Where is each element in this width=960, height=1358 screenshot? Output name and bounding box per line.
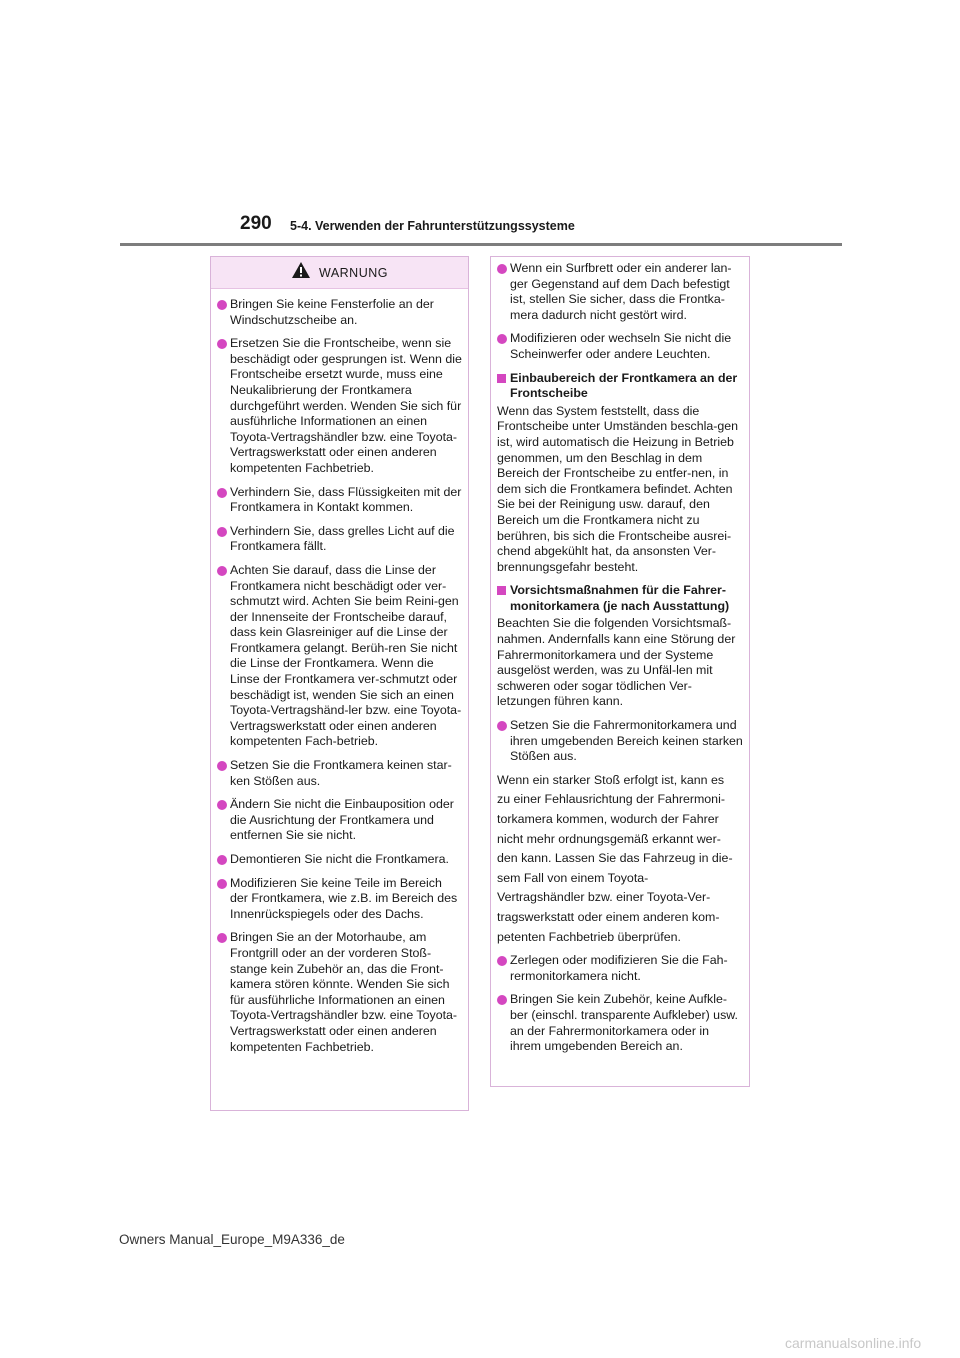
warning-item: Verhindern Sie, dass grelles Licht auf die Frontkamera fällt. (217, 524, 462, 555)
bullet-icon (497, 956, 507, 966)
page-number: 290 (240, 213, 272, 234)
text-line: sem Fall von einem Toyota- (497, 870, 649, 885)
caution-item: Bringen Sie kein Zubehör, keine Aufkle-ber (einschl. transparente Aufkleber) usw. an der Fahrermonitorkamera oder in ihrem umgebenden Bereich an. (497, 992, 743, 1054)
square-bullet-icon (497, 586, 506, 595)
header-divider (120, 243, 842, 246)
section-title: 5-4. Verwenden der Fahrunterstützungssysteme (290, 219, 575, 233)
caution-item: Setzen Sie die Fahrermonitorkamera und ihren umgebenden Bereich keinen starken Stößen aus. (497, 718, 743, 765)
footer-text: Owners Manual_Europe_M9A336_de (119, 1232, 345, 1247)
warning-item: Verhindern Sie, dass Flüssigkeiten mit der Frontkamera in Kontakt kommen. (217, 485, 462, 516)
text-line: Vertragshändler bzw. einer Toyota-Ver- (497, 890, 711, 905)
square-bullet-icon (497, 374, 506, 383)
warning-item: Bringen Sie an der Motorhaube, am Frontgrill oder an der vorderen Stoß-stange kein Zubehör an, das die Front-kamera stören könnte. Wenden Sie sich für ausführliche Informationen an einen Toyota-Vertragshändler bzw. eine Toyota-Vertragswerkstatt oder einen anderen kompetenten Fachbetrieb. (217, 930, 462, 1055)
bullet-icon (217, 933, 227, 943)
continuation-box (490, 256, 750, 1087)
text-line: petenten Fachbetrieb überprüfen. (497, 929, 681, 944)
paragraph: Beachten Sie die folgenden Vorsichtsmaß-nahmen. Andernfalls kann eine Störung der Fahrermonitorkamera und der Systeme ausgelöst werden, was zu Unfäl-len mit schweren oder sogar tödlichen Ver-letzungen führen kann. (497, 616, 736, 709)
bullet-icon (497, 995, 507, 1005)
text-line: den kann. Lassen Sie das Fahrzeug in die- (497, 851, 733, 866)
bullet-icon (497, 721, 507, 731)
text-line: nicht mehr ordnungsgemäß erkannt wer- (497, 831, 721, 846)
caution-item: Modifizieren oder wechseln Sie nicht die Scheinwerfer oder andere Leuchten. (497, 331, 743, 362)
bullet-icon (217, 527, 227, 537)
text-line: Wenn ein starker Stoß erfolgt ist, kann es (497, 772, 725, 787)
warning-item: Modifizieren Sie keine Teile im Bereich der Frontkamera, wie z.B. im Bereich des Innenrückspiegels oder des Dachs. (217, 876, 462, 923)
bullet-icon (217, 879, 227, 889)
warning-item: Demontieren Sie nicht die Frontkamera. (217, 852, 462, 868)
warning-triangle-icon (291, 261, 311, 284)
bullet-icon (217, 855, 227, 865)
bullet-icon (497, 334, 507, 344)
warning-label: WARNUNG (318, 265, 388, 280)
bullet-icon (217, 761, 227, 771)
warning-item: Setzen Sie die Frontkamera keinen star-ken Stößen aus. (217, 758, 462, 789)
text-line: zu einer Fehlausrichtung der Fahrermoni- (497, 792, 725, 807)
warning-header (211, 257, 468, 289)
caution-item: Wenn ein Surfbrett oder ein anderer lan-ger Gegenstand auf dem Dach befestigt ist, stellen Sie sicher, dass die Frontka-mera dadurch nicht gestört wird. (497, 261, 743, 323)
warning-box (210, 256, 469, 1111)
bullet-icon (217, 488, 227, 498)
watermark: carmanualsonline.info (785, 1335, 922, 1351)
paragraph: Wenn das System feststellt, dass die Frontscheibe unter Umständen beschla-gen ist, wird automatisch die Heizung in Betrieb genommen, um den Beschlag in dem Bereich der Frontscheibe zu entfer-nen, in dem sich die Frontkamera befindet. Achten Sie bei der Reinigung usw. darauf, den Bereich um die Frontkamera nicht zu berühren, bis sich die Frontscheibe ausrei-chend abgekühlt hat, da ansonsten Ver-brennungsgefahr besteht. (497, 403, 739, 574)
bullet-icon (217, 300, 227, 310)
warning-item: Ersetzen Sie die Frontscheibe, wenn sie beschädigt oder gesprungen ist. Wenn die Frontscheibe ersetzt wurde, muss eine Neukalibrierung der Frontkamera durchgeführt werden. Wenden Sie sich für ausführliche Informationen an einen Toyota-Vertragshändler bzw. eine Toyota-Vertragswerkstatt oder einen anderen kompetenten Fachbetrieb. (217, 336, 462, 476)
warning-item: Ändern Sie nicht die Einbauposition oder die Ausrichtung der Frontkamera und entfernen Sie sie nicht. (217, 797, 462, 844)
subsection-heading: Vorsichtsmaßnahmen für die Fahrer-monitorkamera (je nach Ausstattung) (497, 583, 743, 614)
bullet-icon (217, 800, 227, 810)
warning-item: Achten Sie darauf, dass die Linse der Frontkamera nicht beschädigt oder ver-schmutzt wird. Achten Sie beim Reini-gen der Innenseite der Frontscheibe darauf, dass kein Glasreiniger auf die Linse der Frontkamera gelangt. Berüh-ren Sie nicht die Linse der Frontkamera. Wenn die Linse der Frontkamera ver-schmutzt oder beschädigt ist, wenden Sie sich an einen Toyota-Vertragshänd-ler bzw. eine Toyota-Vertragswerkstatt oder einen anderen kompetenten Fach-betrieb. (217, 563, 462, 750)
bullet-icon (217, 339, 227, 349)
caution-item: Zerlegen oder modifizieren Sie die Fah-rermonitorkamera nicht. (497, 953, 743, 984)
subsection-heading: Einbaubereich der Frontkamera an der Frontscheibe (497, 371, 743, 402)
warning-item: Bringen Sie keine Fensterfolie an der Windschutzscheibe an. (217, 297, 462, 328)
text-line: torkamera kommen, wodurch der Fahrer (497, 812, 719, 826)
text-line: tragswerkstatt oder einem anderen kom- (497, 909, 720, 924)
bullet-icon (497, 264, 507, 274)
bullet-icon (217, 566, 227, 576)
